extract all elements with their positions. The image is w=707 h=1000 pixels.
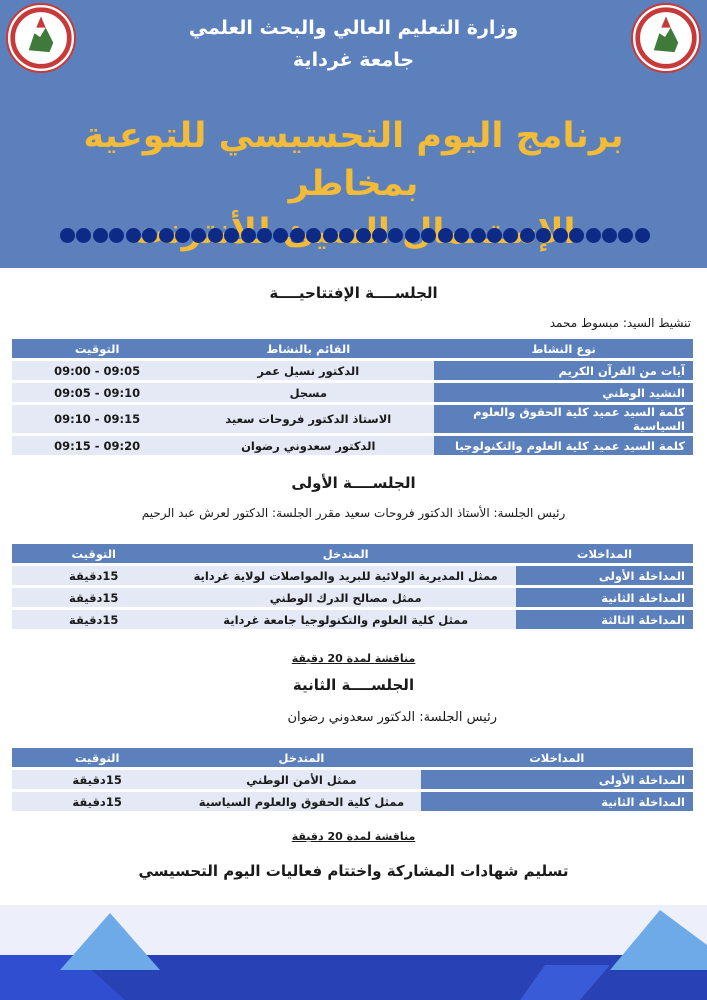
table-row	[12, 383, 693, 402]
table-cell: 09:15 - 09:10	[12, 405, 182, 433]
opening-session-title: الجلســــة الإفتتاحيــــة	[269, 284, 438, 302]
table-cell: المداخلة الثانية	[421, 792, 693, 811]
dot-divider	[60, 226, 650, 244]
divider-dot	[569, 228, 584, 243]
divider-dot	[208, 228, 223, 243]
divider-dot	[257, 228, 272, 243]
divider-dot	[372, 228, 387, 243]
divider-dot	[388, 228, 403, 243]
program-panel	[10, 278, 697, 890]
opening-host: تنشيط السيد: مبسوط محمد	[549, 316, 691, 330]
divider-dot	[438, 228, 453, 243]
column-header: المداخلات	[516, 544, 693, 563]
divider-dot	[586, 228, 601, 243]
divider-dot	[618, 228, 633, 243]
divider-dot	[339, 228, 354, 243]
table-cell: المداخلة الأولى	[516, 566, 693, 585]
column-header: المداخلات	[421, 748, 693, 767]
divider-dot	[471, 228, 486, 243]
table-cell: 15دقيقة	[12, 610, 175, 629]
table-row	[12, 610, 693, 629]
table-cell: ممثل الأمن الوطني	[182, 770, 420, 789]
table-cell: 15دقيقة	[12, 566, 175, 585]
divider-dot	[241, 228, 256, 243]
table-cell: 09:20 - 09:15	[12, 436, 182, 455]
session-2-title: الجلســــة الثانية	[292, 676, 415, 694]
divider-dot	[503, 228, 518, 243]
divider-dot	[487, 228, 502, 243]
table-cell: 15دقيقة	[12, 588, 175, 607]
table-cell: المداخلة الثالثة	[516, 610, 693, 629]
header-banner	[0, 0, 707, 268]
table-cell: ممثل المديرية الولائية للبريد والمواصلات لولاية غرداية	[175, 566, 516, 585]
table-row	[12, 361, 693, 380]
table-row	[12, 566, 693, 585]
divider-dot	[536, 228, 551, 243]
divider-dot	[175, 228, 190, 243]
table-row	[12, 770, 693, 789]
column-header: التوقيت	[12, 748, 182, 767]
session-1-title: الجلســــة الأولى	[291, 474, 416, 492]
table-cell: الدكتور نسيل عمر	[182, 361, 434, 380]
ministry-name: وزارة التعليم العالي والبحث العلمي	[188, 17, 519, 39]
divider-dot	[93, 228, 108, 243]
table-cell: ممثل كلية العلوم والتكنولوجيا جامعة غرداية	[175, 610, 516, 629]
opening-table	[12, 336, 693, 458]
table-cell: كلمة السيد عميد كلية الحقوق والعلوم السياسية	[434, 405, 693, 433]
divider-dot	[306, 228, 321, 243]
divider-dot	[520, 228, 535, 243]
divider-dot	[454, 228, 469, 243]
divider-dot	[323, 228, 338, 243]
column-header: القائم بالنشاط	[182, 339, 434, 358]
table-row	[12, 792, 693, 811]
table-row	[12, 588, 693, 607]
table-cell: المداخلة الأولى	[421, 770, 693, 789]
divider-dot	[553, 228, 568, 243]
divider-dot	[224, 228, 239, 243]
divider-dot	[60, 228, 75, 243]
divider-dot	[109, 228, 124, 243]
table-cell: ممثل كلية الحقوق والعلوم السياسية	[182, 792, 420, 811]
session-2-discussion-note: مناقشة لمدة 20 دقيقة	[291, 830, 416, 843]
session-1-chair: رئيس الجلسة: الأستاذ الدكتور فروحات سعيد مقرر الجلسة: الدكتور لعرش عبد الرحيم	[141, 506, 566, 520]
column-header: التوقيت	[12, 544, 175, 563]
table-cell: كلمة السيد عميد كلية العلوم والتكنولوجيا	[434, 436, 693, 455]
table-cell: آيات من القرآن الكريم	[434, 361, 693, 380]
table-cell: 09:05 - 09:00	[12, 361, 182, 380]
column-header: المتدخل	[175, 544, 516, 563]
table-row	[12, 436, 693, 455]
table-header-row	[12, 339, 693, 358]
university-seal-icon	[6, 3, 76, 73]
table-cell: 15دقيقة	[12, 792, 182, 811]
table-header-row	[12, 544, 693, 563]
divider-dot	[405, 228, 420, 243]
divider-dot	[273, 228, 288, 243]
table-cell: مسجل	[182, 383, 434, 402]
session-2-table	[12, 745, 693, 814]
table-cell: 09:10 - 09:05	[12, 383, 182, 402]
table-row	[12, 405, 693, 433]
divider-dot	[142, 228, 157, 243]
column-header: المتدخل	[182, 748, 420, 767]
table-cell: 15دقيقة	[12, 770, 182, 789]
table-cell: ممثل مصالح الدرك الوطني	[175, 588, 516, 607]
divider-dot	[76, 228, 91, 243]
table-cell: المداخلة الثانية	[516, 588, 693, 607]
title-line-1: برنامج اليوم التحسيسي للتوعية بمخاطر	[83, 116, 624, 204]
divider-dot	[126, 228, 141, 243]
university-name: جامعة غرداية	[292, 49, 415, 71]
university-seal-icon	[631, 3, 701, 73]
column-header: التوقيت	[12, 339, 182, 358]
session-2-chair: رئيس الجلسة: الدكتور سعدوني رضوان	[287, 710, 497, 725]
session-1-table	[12, 541, 693, 632]
divider-dot	[635, 228, 650, 243]
table-cell: الاستاذ الدكتور فروحات سعيد	[182, 405, 434, 433]
divider-dot	[191, 228, 206, 243]
session-1-discussion-note: مناقشة لمدة 20 دقيقة	[291, 652, 416, 665]
table-header-row	[12, 748, 693, 767]
closing-text: تسليم شهادات المشاركة واختتام فعاليات اليوم التحسيسي	[138, 862, 569, 880]
table-cell: الدكتور سعدوني رضوان	[182, 436, 434, 455]
divider-dot	[290, 228, 305, 243]
column-header: نوع النشاط	[434, 339, 693, 358]
divider-dot	[602, 228, 617, 243]
divider-dot	[421, 228, 436, 243]
divider-dot	[159, 228, 174, 243]
table-cell: النشيد الوطني	[434, 383, 693, 402]
divider-dot	[356, 228, 371, 243]
footer-decoration	[0, 905, 707, 1000]
